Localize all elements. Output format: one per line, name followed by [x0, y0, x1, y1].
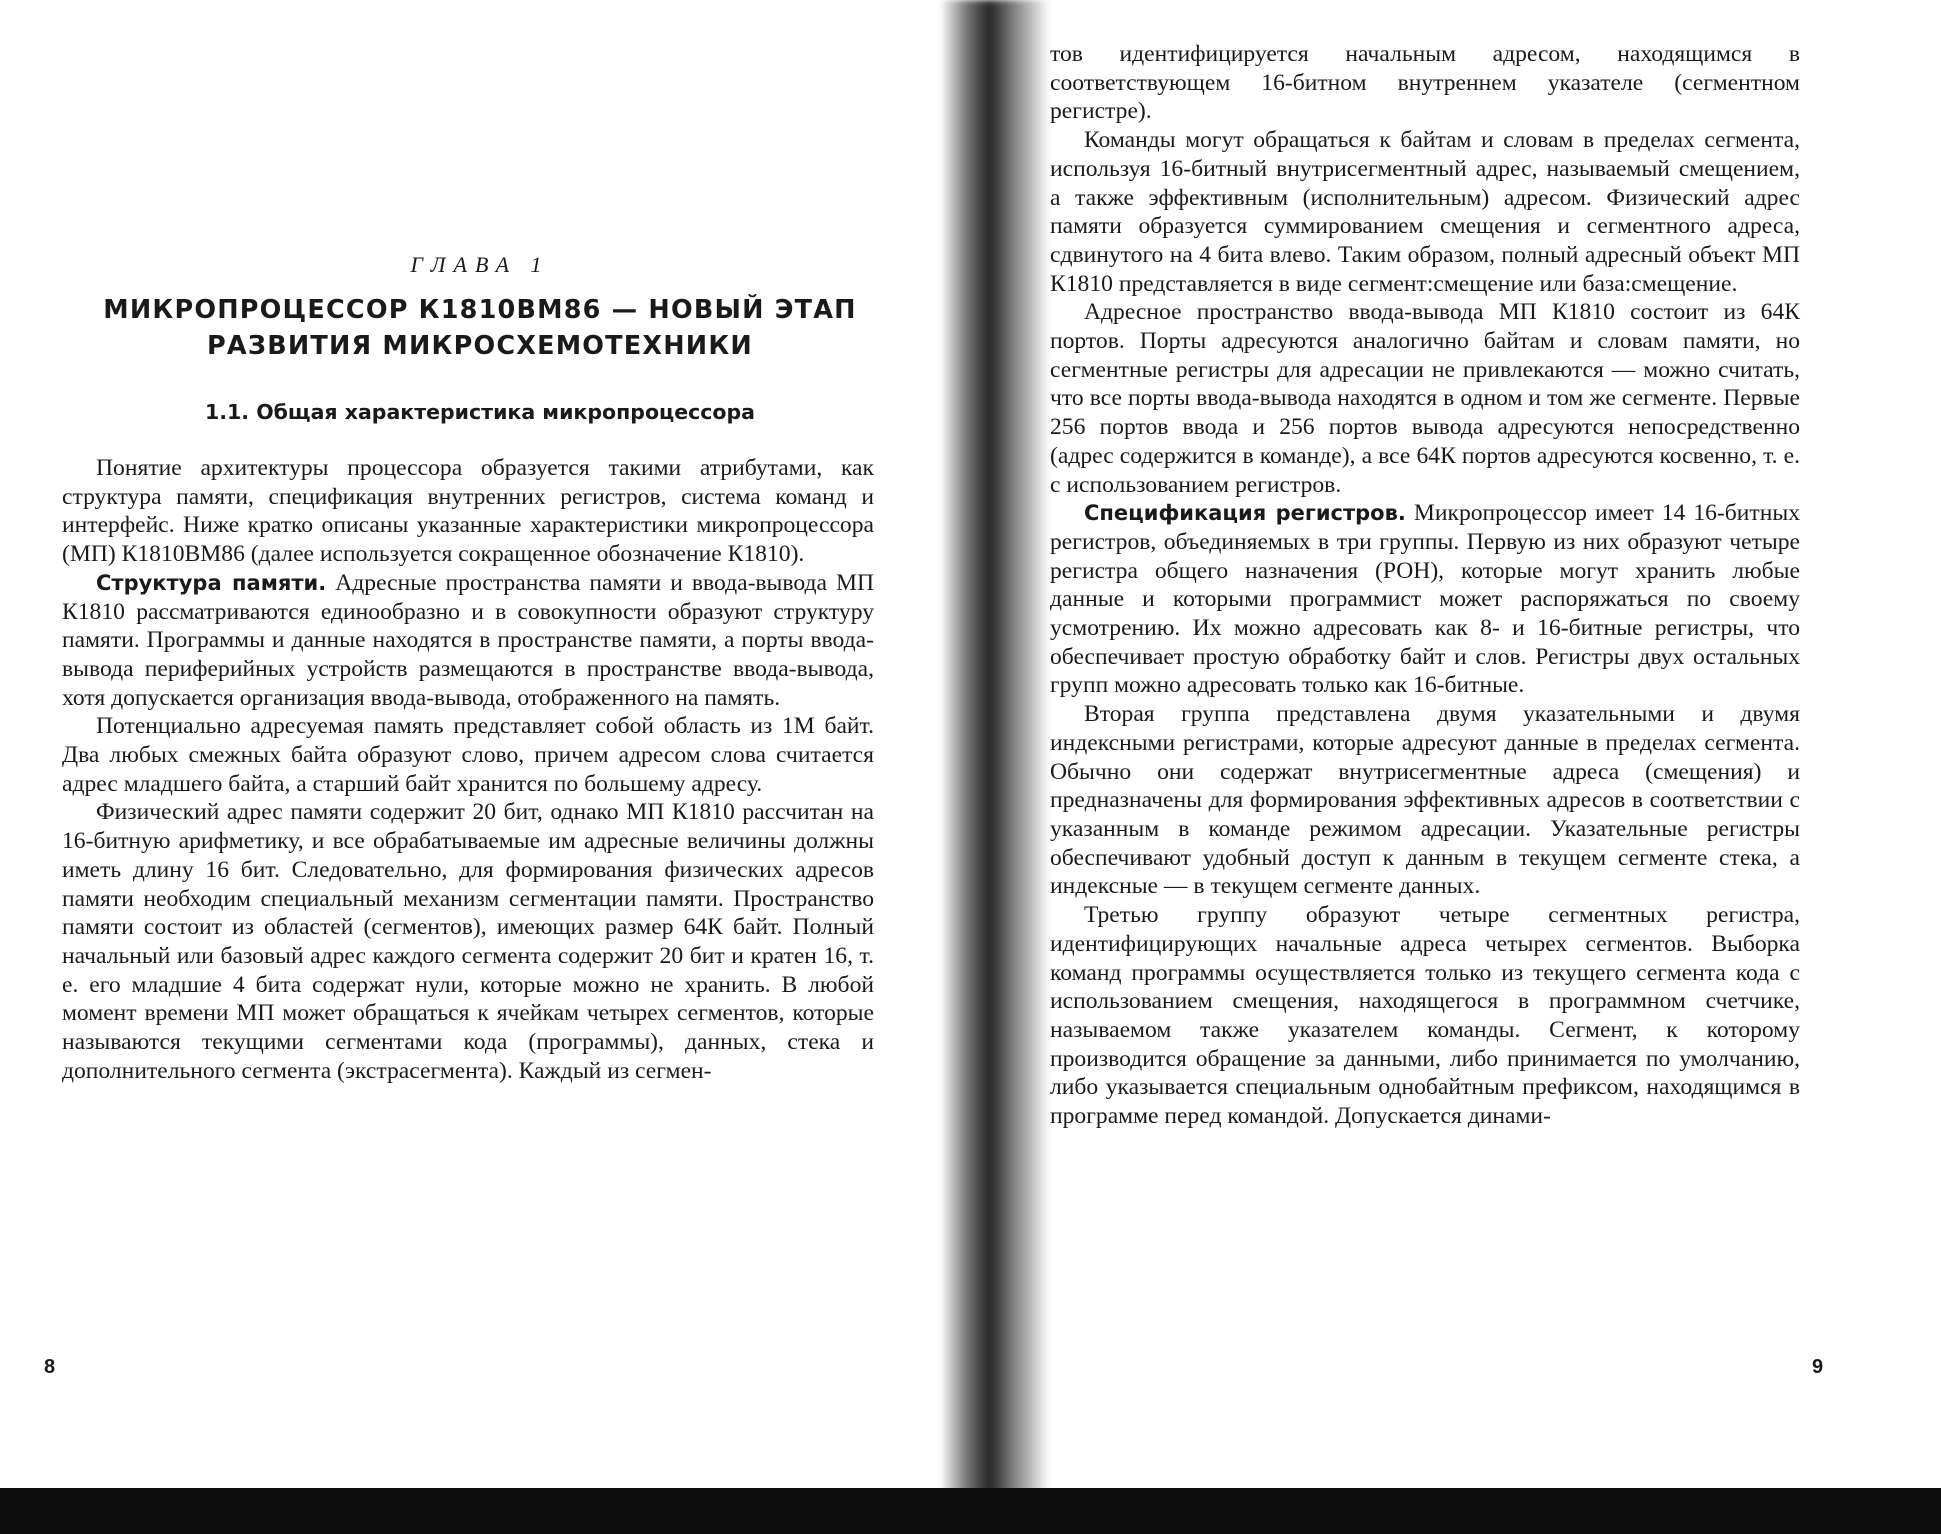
page-number: 9	[1812, 1356, 1824, 1378]
paragraph-text: тов идентифицируется начальным адресом, находящимся в соответствующем 16-битном внутреннем указателе (сегментном регистре).	[1050, 41, 1800, 125]
chapter-title	[80, 292, 880, 364]
paragraph	[62, 569, 874, 713]
paragraph	[1050, 40, 1800, 126]
chapter-title-line-1: МИКРОПРОЦЕССОР К1810ВМ86 — НОВЫЙ ЭТАП	[103, 295, 857, 325]
paragraph	[62, 712, 874, 798]
left-page-body	[62, 454, 874, 1085]
chapter-title-line-2: РАЗВИТИЯ МИКРОСХЕМОТЕХНИКИ	[207, 331, 753, 361]
paragraph	[1050, 700, 1800, 901]
paragraph-text: Физический адрес памяти содержит 20 бит, однако МП К1810 рассчитан на 16-битную арифметику, и все обрабатываемые им адресные величины должны иметь длину 16 бит. Следовательно, для формирования физических адресов памяти необходим специальный механизм сегментации памяти. Пространство памяти состоит из областей (сегментов), имеющих размер 64К байт. Полный начальный или базовый адрес каждого сегмента содержит 20 бит и кратен 16, т. е. его младшие 4 бита содержат нули, которые можно не хранить. В любой момент времени МП может обращаться к ячейкам четырех сегментов, которые называются текущими сегментами кода (программы), данных, стека и дополнительного сегмента (экстрасегмента). Каждый из сегмен-	[62, 799, 874, 1084]
paragraph-lead: Спецификация регистров.	[1084, 501, 1406, 526]
paragraph-lead: Структура памяти.	[96, 570, 327, 595]
paragraph-text: Понятие архитектуры процессора образуется такими атрибутами, как структура памяти, спецификация внутренних регистров, система команд и интерфейс. Ниже кратко описаны указанные характеристики микропроцессора (МП) К1810ВМ86 (далее используется сокращенное обозначение К1810).	[62, 455, 874, 568]
paragraph-text: Адресное пространство ввода-вывода МП К1810 состоит из 64К портов. Порты адресуются аналогично байтам и словам памяти, но сегментные регистры для адресации не привлекаются — можно считать, что все порты ввода-вывода находятся в одном и том же сегменте. Первые 256 портов ввода и 256 портов вывода адресуются непосредственно (адрес содержится в команде), а все 64К портов адресуются косвенно, т. е. с использованием регистров.	[1050, 299, 1800, 498]
paragraph-text: Команды могут обращаться к байтам и словам в пределах сегмента, используя 16-битный внутрисегментный адрес, называемый смещением, а также эффективным (исполнительным) адресом. Физический адрес памяти образуется суммированием смещения и сегментного адреса, сдвинутого на 4 бита влево. Таким образом, полный адресный объект МП К1810 представляется в виде сегмент:смещение или база:смещение.	[1050, 127, 1800, 297]
paragraph-text: Третью группу образуют четыре сегментных регистра, идентифицирующих начальные адреса четырех сегментов. Выборка команд программы осуществляется только из текущего сегмента кода с использованием смещения, находящегося в программном счетчике, называемом также указателем команды. Сегмент, к которому производится обращение за данными, либо принимается по умолчанию, либо указывается специальным однобайтным префиксом, находящимся в программе перед командой. Допускается динами-	[1050, 902, 1800, 1130]
section-title: 1.1. Общая характеристика микропроцессора	[204, 400, 756, 424]
paragraph	[1050, 126, 1800, 298]
paragraph-text: Адресные пространства памяти и ввода-вывода МП К1810 рассматриваются единообразно и в совокупности образуют структуру памяти. Программы и данные находятся в пространстве памяти, а порты ввода-вывода периферийных устройств размещаются в пространстве ввода-вывода, хотя допускается организация ввода-вывода, отображенного на память.	[62, 569, 875, 711]
paragraph	[62, 454, 874, 569]
paragraph-text: Микропроцессор имеет 14 16-битных регистров, объединяемых в три группы. Первую из них образуют четыре регистра общего назначения (РОН), которые могут хранить любые данные и которыми программист может распоряжаться по своему усмотрению. Их можно адресовать как 8- и 16-битные регистры, что обеспечивает простую обработку байт и слов. Регистры двух остальных групп можно адресовать только как 16-битные.	[1050, 500, 1800, 699]
right-page-body	[1050, 40, 1800, 1131]
paragraph-text: Потенциально адресуемая память представляет собой область из 1М байт. Два любых смежных байта образуют слово, причем адресом слова считается адрес младшего байта, а старший байт хранится по большему адресу.	[62, 713, 874, 797]
paragraph	[1050, 298, 1800, 499]
page-number: 8	[44, 1356, 56, 1378]
right-page	[960, 0, 1941, 1534]
chapter-label: ГЛАВА 1	[410, 252, 550, 277]
scan-bottom-edge	[0, 1488, 1941, 1534]
paragraph-text: Вторая группа представлена двумя указательными и двумя индексными регистрами, которые адресуют данные в пределах сегмента. Обычно они содержат внутрисегментные адреса (смещения) и предназначены для формирования эффективных адресов в соответствии с указанным в команде режимом адресации. Указательные регистры обеспечивают удобный доступ к данным в текущем сегменте стека, а индексные — в текущем сегменте данных.	[1050, 701, 1800, 900]
paragraph	[1050, 499, 1800, 700]
book-binding-shadow	[940, 0, 1050, 1534]
paragraph	[1050, 901, 1800, 1131]
left-page	[0, 0, 960, 1534]
paragraph	[62, 798, 874, 1085]
